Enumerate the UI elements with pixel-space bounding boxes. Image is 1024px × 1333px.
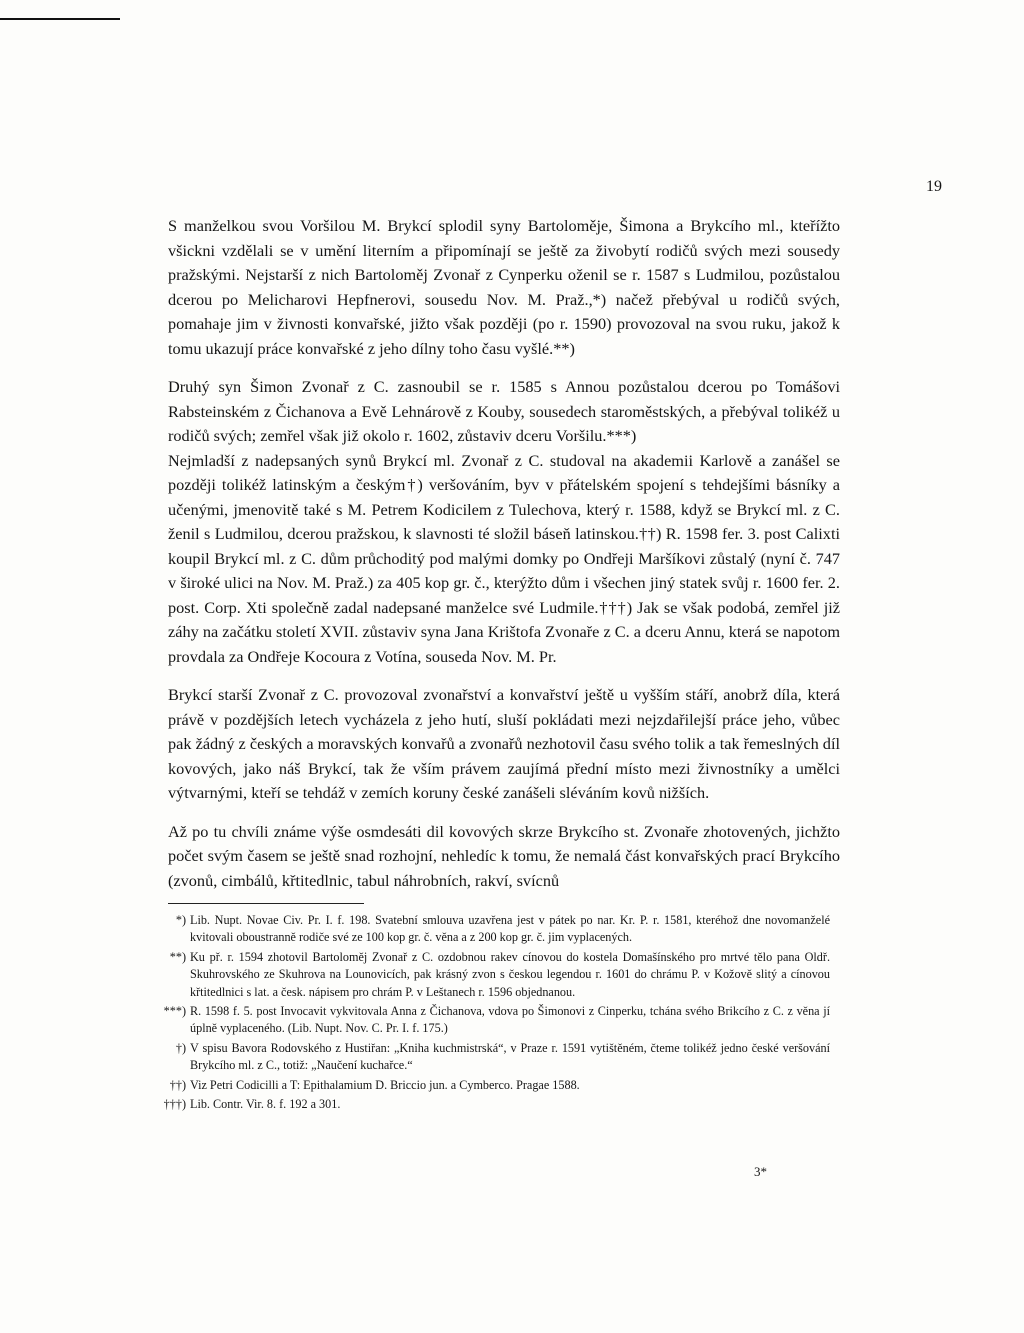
footnote-mark: **) — [169, 949, 186, 964]
footnote-mark: †) — [175, 1040, 186, 1055]
footnote — [150, 1096, 830, 1113]
footnote — [150, 912, 830, 947]
paragraph-1: S manželkou svou Voršilou M. Brykcí splodil syny Bartoloměje, Šimona a Brykcího ml., kteřížto všickni vzdělali se v umění literním a připomínají se ještě za živobytí rodičů svých mezi sousedy pražskými. Nejstarší z nich Bartoloměj Zvonař z Cynperku oženil se r. 1587 s Ludmilou, pozůstalou dcerou po Melicharovi Hepfnerovi, sousedu Nov. M. Praž.,*) načež přebýval u rodičů svých, pomahaje jim v živnosti konvařské, jižto však později (po r. 1590) provozoval na svou ruku, jakož k tomu ukazují práce konvařské z jeho dílny toho času vyšlé.**) — [168, 216, 840, 358]
paragraph-2: Druhý syn Šimon Zvonař z C. zasnoubil se r. 1585 s Annou pozůstalou dcerou po Tomášovi Rabsteinském z Čichanova a Evě Lehnárově z Kouby, sousedech staroměstských, a přebýval tolikéž u rodičů svých; zemřel však již okolo r. 1602, zůstaviv dceru Voršilu.***) — [168, 377, 840, 445]
footnote-text: Ku př. r. 1594 zhotovil Bartoloměj Zvonař z C. ozdobnou rakev cínovou do kostela Domašínského pro mrtvé tělo pana Oldř. Skuhrovského ze Skuhrova na Lounovicích, pak krásný zvon s českou legendou r. 1601 do chrámu P. v Kožově slitý a cínovou křtitedlnici s lat. a česk. nápisem pro chrám P. v Leštanech r. 1596 objednanou. — [190, 949, 830, 999]
signature-mark: 3* — [754, 1164, 767, 1179]
footnote-separator — [168, 903, 364, 904]
footnotes — [150, 912, 830, 1115]
paragraph-3: Nejmladší z nadepsaných synů Brykcí ml. Zvonař z C. studoval na akademii Karlově a zanášel se později tolikéž latinským a českým†) veršováním, byv v přátelském spojení s tehdejšími básníky a učenými, jmenovitě také s M. Petrem Kodicilem z Tulechova, který r. 1588, když se Brykcí ml. z C. ženil s Ludmilou, dcerou pražskou, k slavnosti té složil báseň latinskou.††) R. 1598 fer. 3. post Calixti koupil Brykcí ml. z C. dům průchoditý pod malými domky po Ondřeji Maršíkovi zůstalý (nyní č. 747 v široké ulici na Nov. M. Praž.) za 405 kop gr. č., kterýžto dům i všechen jiný statek svůj r. 1600 fer. 2. post. Corp. Xti společně zadal nadepsané manželce své Ludmile.†††) Jak se však podobá, zemřel již záhy na začátku století XVII. zůstaviv syna Jana Krištofa Zvonaře z C. a dceru Annu, která se napotom provdala za Ondřeje Kocoura z Votína, souseda Nov. M. Pr. — [168, 450, 840, 666]
top-edge-rule — [0, 18, 120, 20]
footnote — [150, 949, 830, 1001]
footnote-text: Viz Petri Codicilli a T: Epithalamium D. Briccio jun. a Cymberco. Pragae 1588. — [190, 1077, 580, 1092]
footnote-mark: ††) — [169, 1077, 186, 1092]
footnote-text: V spisu Bavora Rodovského z Hustiřan: „Kniha kuchmistrská“, v Praze r. 1591 vytištěném, čteme tolikéž jedno české veršování Brykcího ml. z C., totiž: „Naučení kuchařce.“ — [190, 1040, 830, 1073]
paragraph-5: Až po tu chvíli známe výše osmdesáti dil kovových skrze Brykcího st. Zvonaře zhotovených, jichžto počet svým časem se ještě snad rozhojní, nehledíc k tomu, že nemalá část konvařských prací Brykcího (zvonů, cimbálů, křtitedlnic, tabul náhrobních, rakví, svícnů — [168, 821, 840, 890]
footnote-mark: †††) — [163, 1097, 186, 1112]
footnote — [150, 1003, 830, 1038]
footnote-mark: ***) — [163, 1004, 186, 1019]
footnote-mark: *) — [175, 913, 186, 927]
footnote-text: Lib. Nupt. Novae Civ. Pr. I. f. 198. Svatební smlouva uzavřena jest v pátek po nar. Kr. P. r. 1581, kteréhož dne novomanželé kvitovali oboustranně rodiče své ze 100 kop gr. č. věna a z 200 kop gr. č. jim vyplacených. — [190, 913, 830, 945]
page-number: 19 — [926, 178, 942, 195]
footnote — [150, 1040, 830, 1075]
paragraph-4: Brykcí starší Zvonař z C. provozoval zvonařství a konvařství ještě u vyšším stáří, anobrž díla, která právě v pozdějších letech vycházela z jeho hutí, sluší pokládati mezi nejzdařilejší práce jeho, vůbec pak žádný z českých a moravských konvařů a zvonařů nezhotovil času svého tolik a tak řemeslných díl kovových, jako náš Brykcí, tak že vším právem zaujímá přední místo mezi živnostníky a umělci výtvarnými, kteří se tehdáž v zemích koruny české zanášeli sléváním kovů nižších. — [168, 685, 840, 802]
footnote — [150, 1077, 830, 1094]
main-text — [168, 214, 840, 893]
footnote-text: Lib. Contr. Vir. 8. f. 192 a 301. — [190, 1097, 341, 1112]
footnote-text: R. 1598 f. 5. post Invocavit vykvitovala Anna z Čichanova, vdova po Šimonovi z Cinperku, tchána svého Brikcího z C. z věna jí úplně vyplaceného. (Lib. Nupt. Nov. C. Pr. I. f. 175.) — [190, 1004, 830, 1036]
